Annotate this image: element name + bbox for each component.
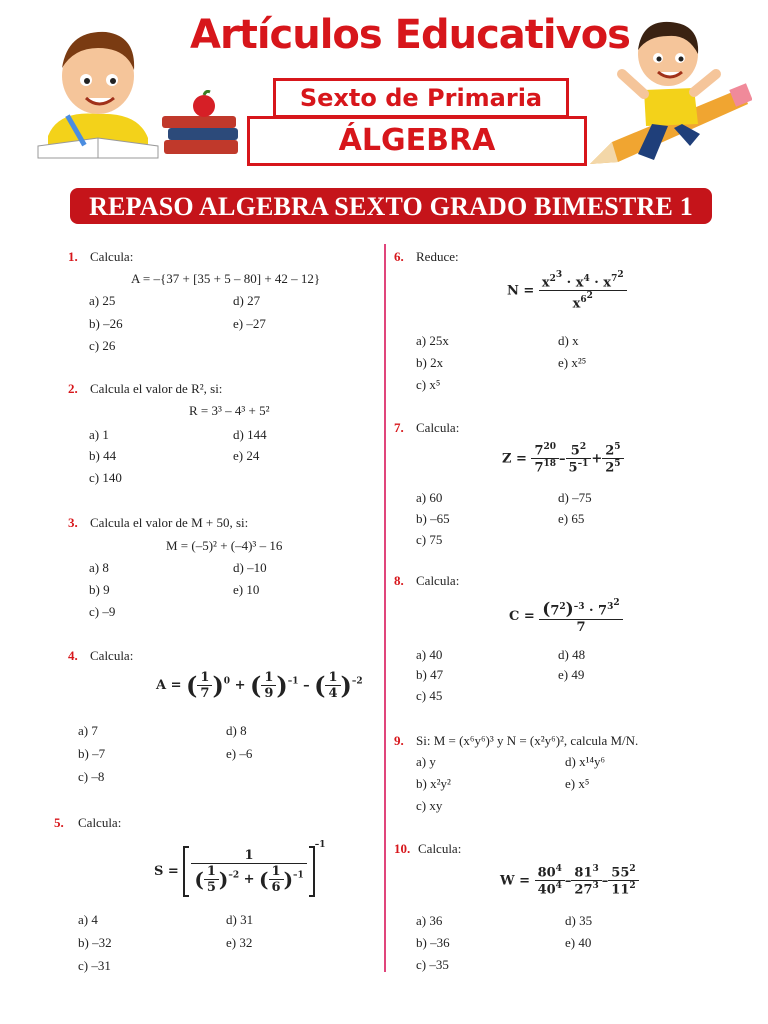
problem-number: 4. (68, 648, 78, 663)
option-c[interactable]: c) 45 (416, 688, 443, 703)
subject-label: ÁLGEBRA (247, 116, 587, 166)
option-d[interactable]: d) 27 (233, 293, 261, 308)
option-b[interactable]: b) 47 (416, 667, 444, 682)
problem-equation: S = 1 ( $\frac{1}{5}$ )$^{-2}$ + ( $\frac{1}{6}$ )$^{-1}$ $^{-1}$ (154, 840, 326, 895)
option-a[interactable]: a) 7 (78, 723, 98, 738)
option-d[interactable]: d) 31 (226, 912, 254, 927)
option-c[interactable]: c) –35 (416, 957, 449, 972)
option-e[interactable]: e) 10 (233, 582, 260, 597)
option-c[interactable]: c) –31 (78, 958, 111, 973)
problem-prompt: Calcula el valor de M + 50, si: (90, 515, 249, 530)
problem-prompt: Calcula: (416, 573, 460, 588)
problem-equation: C = $\frac{(7^2)^{-3} \cdot 7^{3^2}}{7}$ (509, 598, 623, 635)
books-apple-illustration (160, 90, 244, 162)
option-b[interactable]: b) –26 (89, 316, 123, 331)
problem-prompt: Reduce: (416, 249, 459, 264)
option-a[interactable]: a) 1 (89, 427, 109, 442)
option-b[interactable]: b) 2x (416, 355, 444, 370)
option-e[interactable]: e) x⁵ (565, 776, 590, 791)
option-e[interactable]: e) 32 (226, 935, 253, 950)
problem-prompt: Calcula: (90, 249, 134, 264)
option-d[interactable]: d) 144 (233, 427, 267, 442)
problem-number: 6. (394, 249, 404, 264)
problem-equation: N = $\frac{x^{2^3} \cdot x^4 \cdot x^{7^2}}{x^{6^2}}$ (507, 270, 627, 312)
option-b[interactable]: b) –7 (78, 746, 106, 761)
option-d[interactable]: d) 35 (565, 913, 593, 928)
grade-label: Sexto de Primaria (273, 78, 569, 118)
option-a[interactable]: a) y (416, 754, 436, 769)
option-d[interactable]: d) –10 (233, 560, 267, 575)
option-b[interactable]: b) x²y² (416, 776, 451, 791)
option-b[interactable]: b) –65 (416, 511, 450, 526)
option-b[interactable]: b) 44 (89, 448, 117, 463)
option-e[interactable]: e) –27 (233, 316, 266, 331)
option-d[interactable]: d) 48 (558, 647, 586, 662)
option-c[interactable]: c) –8 (78, 769, 105, 784)
option-e[interactable]: e) 40 (565, 935, 592, 950)
option-b[interactable]: b) 9 (89, 582, 110, 597)
column-divider (384, 244, 386, 972)
option-a[interactable]: a) 8 (89, 560, 109, 575)
problem-number: 3. (68, 515, 78, 530)
option-e[interactable]: e) 65 (558, 511, 585, 526)
option-d[interactable]: d) x¹⁴y⁶ (565, 754, 606, 769)
option-a[interactable]: a) 25x (416, 333, 449, 348)
option-c[interactable]: c) x⁵ (416, 377, 441, 392)
problem-number: 9. (394, 733, 404, 748)
brand-title: Artículos Educativos (190, 12, 630, 58)
problem-prompt: Si: M = (x⁶y⁶)³ y N = (x²y⁶)², calcula M/N. (416, 733, 639, 748)
problem-number: 7. (394, 420, 404, 435)
boy-reading-illustration (28, 18, 168, 168)
option-c[interactable]: c) xy (416, 798, 443, 813)
option-b[interactable]: b) –36 (416, 935, 450, 950)
option-c[interactable]: c) –9 (89, 604, 116, 619)
option-b[interactable]: b) –32 (78, 935, 112, 950)
problem-prompt: Calcula el valor de R², si: (90, 381, 223, 396)
problem-prompt: Calcula: (90, 648, 134, 663)
problem-number: 10. (394, 841, 411, 856)
problem-number: 8. (394, 573, 404, 588)
option-d[interactable]: d) 8 (226, 723, 247, 738)
problem-equation: R = 3³ – 4³ + 5² (189, 403, 270, 418)
option-e[interactable]: e) –6 (226, 746, 253, 761)
problem-equation: A = –{37 + [35 + 5 – 80] + 42 – 12} (131, 271, 321, 286)
option-a[interactable]: a) 40 (416, 647, 443, 662)
problem-prompt: Calcula: (418, 841, 462, 856)
problem-prompt: Calcula: (416, 420, 460, 435)
problem-number: 5. (54, 815, 64, 830)
option-c[interactable]: c) 140 (89, 470, 122, 485)
problem-prompt: Calcula: (78, 815, 122, 830)
option-e[interactable]: e) 49 (558, 667, 585, 682)
problem-equation: W = $\frac{80^4}{40^4}$ – $\frac{81^3}{27^3}$ – $\frac{55^2}{11^2}$ (500, 864, 639, 898)
problem-equation: Z = $\frac{7^{20}}{7^{18}}$ – $\frac{5^2}{5^{-1}}$ + $\frac{2^5}{2^5}$ (502, 442, 624, 476)
option-a[interactable]: a) 60 (416, 490, 443, 505)
option-e[interactable]: e) 24 (233, 448, 260, 463)
worksheet-title: REPASO ALGEBRA SEXTO GRADO BIMESTRE 1 (70, 188, 712, 224)
problem-equation: M = (–5)² + (–4)³ – 16 (166, 538, 283, 553)
problem-equation: A = ( $\frac{1}{7}$ )$^0$ + ( $\frac{1}{9}$ )$^{-1}$ – ( $\frac{1}{4}$ )$^{-2}$ (156, 670, 363, 701)
option-d[interactable]: d) –75 (558, 490, 592, 505)
option-a[interactable]: a) 4 (78, 912, 98, 927)
option-a[interactable]: a) 36 (416, 913, 443, 928)
option-e[interactable]: e) x²⁵ (558, 355, 587, 370)
problem-number: 1. (68, 249, 78, 264)
option-c[interactable]: c) 26 (89, 338, 116, 353)
option-a[interactable]: a) 25 (89, 293, 116, 308)
option-d[interactable]: d) x (558, 333, 579, 348)
option-c[interactable]: c) 75 (416, 532, 443, 547)
problem-number: 2. (68, 381, 78, 396)
